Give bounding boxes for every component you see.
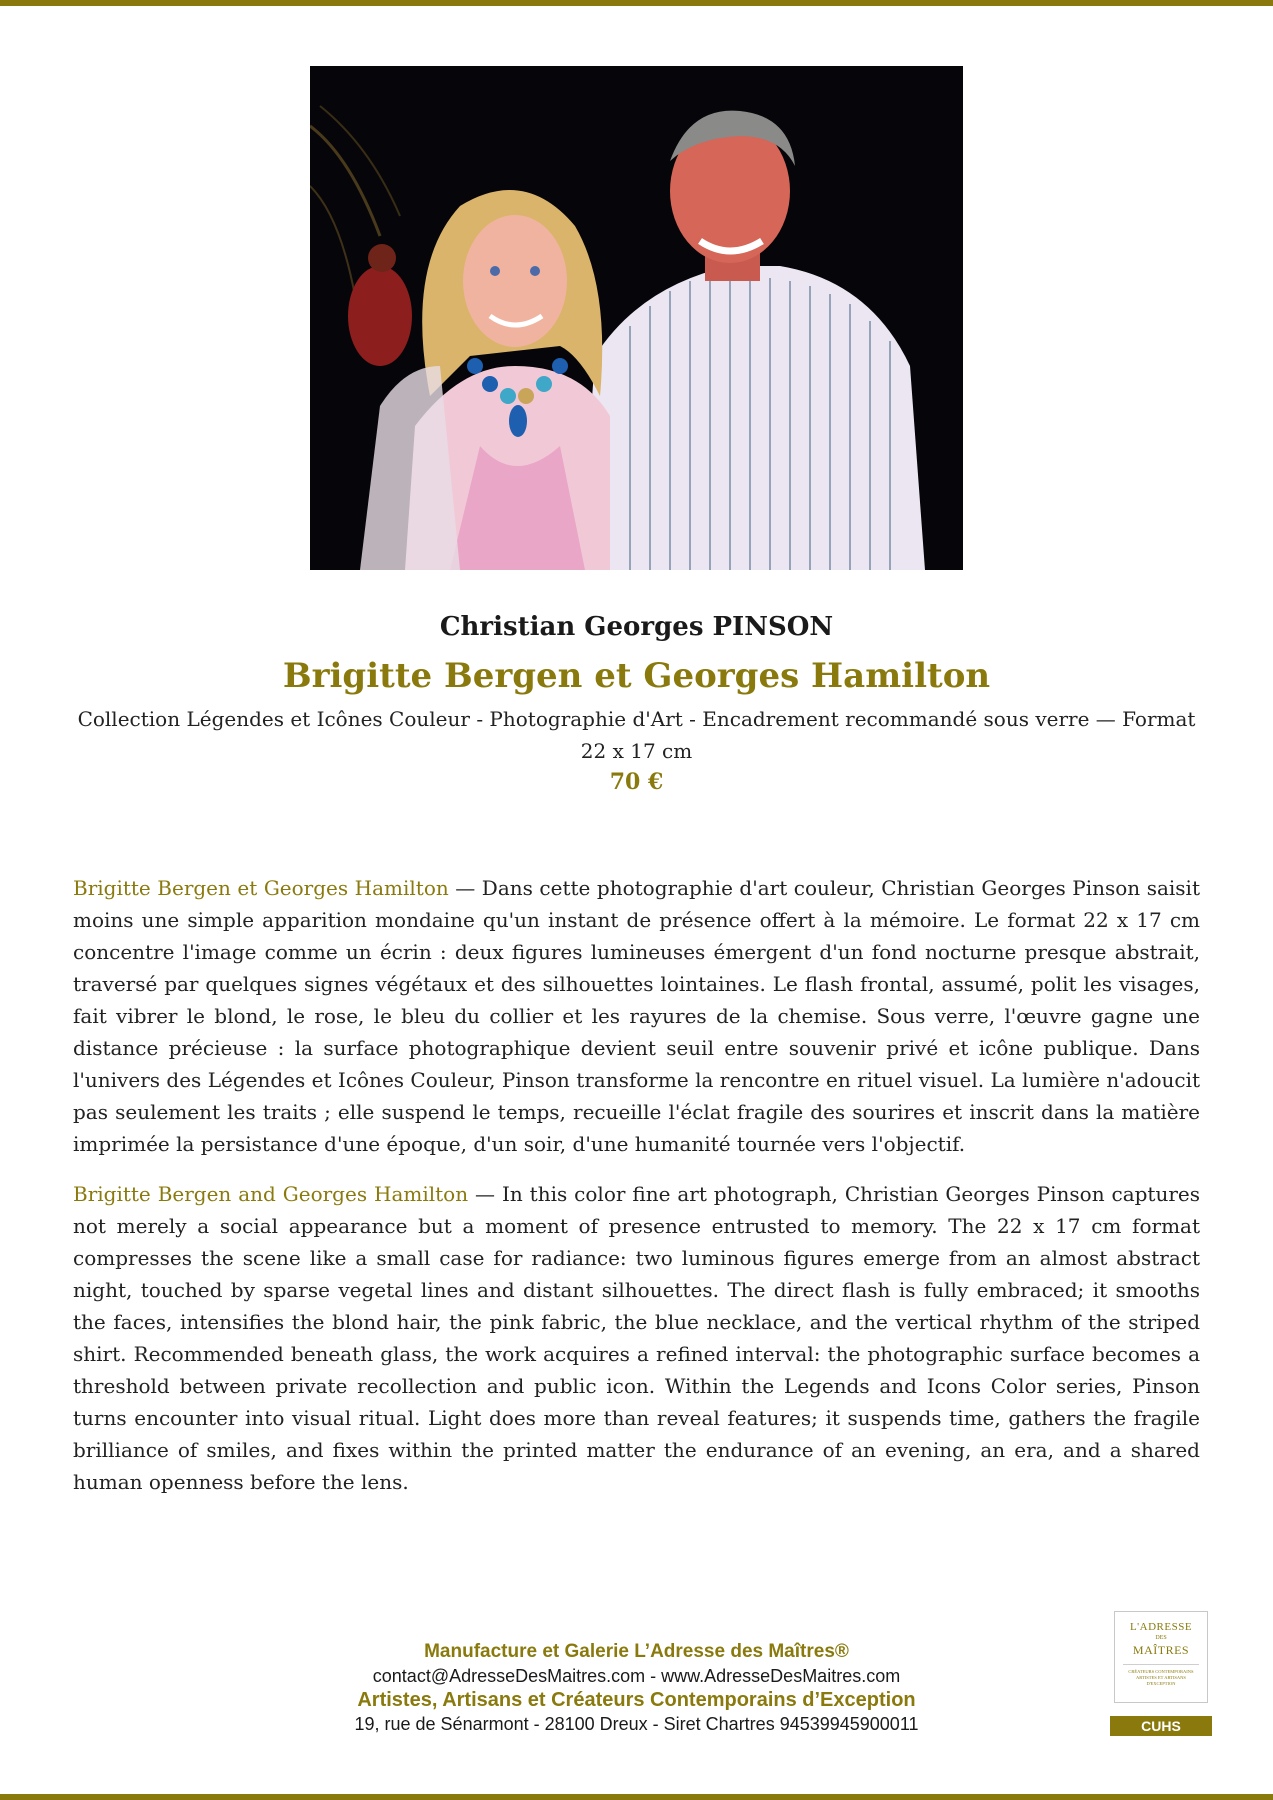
description-english-text: — In this color fine art photograph, Christian Georges Pinson captures not merely a social appearance but a moment of presence entrusted to memory. The 22 x 17 cm format compresses the scene like a small case for radiance: two luminous figures emerge from an almost abstract night, touched by sparse vegetal lines and distant silhouettes. The direct flash is fully embraced; it smooths the faces, intensifies the blond hair, the pink fabric, the blue necklace, and the vertical rhythm of the striped shirt. Recommended beneath glass, the work acquires a refined interval: the photographic surface becomes a threshold between private recollection and public icon. Within the Legends and Icons Color series, Pinson turns encounter into visual ritual. Light does more than reveal features; it suspends time, gathers the fragile brilliance of smiles, and fixes within the printed matter the endurance of an evening, an era, and a shared human openness before the lens. xyxy=(73,1182,1201,1494)
logo-line1: L'ADRESSE xyxy=(1129,1621,1193,1633)
artist-name: Christian Georges PINSON xyxy=(439,612,834,642)
logo-line2: DES xyxy=(1155,1635,1167,1641)
logo-divider xyxy=(1123,1664,1199,1665)
artwork-subtitle: Collection Légendes et Icônes Couleur - Photographie d'Art - Encadrement recommandé sous verre — Format 22 x 17 cm xyxy=(77,707,1196,763)
footer-address: 19, rue de Sénarmont - 28100 Dreux - Siret Chartres 94539945900011 xyxy=(354,1714,919,1734)
logo-tagline3: D'EXCEPTION xyxy=(1146,1681,1176,1686)
artwork-title: Brigitte Bergen et Georges Hamilton xyxy=(282,656,991,696)
logo-line3: MAÎTRES xyxy=(1132,1643,1190,1657)
description-french-text: — Dans cette photographie d'art couleur, Christian Georges Pinson saisit moins une simple apparition mondaine qu'un instant de présence offert à la mémoire. Le format 22 x 17 cm concentre l'image comme un écrin : deux figures lumineuses émergent d'un fond nocturne presque abstrait, traversé par quelques signes végétaux et des silhouettes lointaines. Le flash frontal, assumé, polit les visages, fait vibrer le blond, le rose, le bleu du collier et les rayures de la chemise. Sous verre, l'œuvre gagne une distance précieuse : la surface photographique devient seuil entre souvenir privé et icône publique. Dans l'univers des Légendes et Icônes Couleur, Pinson transforme la rencontre en rituel visuel. La lumière n'adoucit pas seulement les traits ; elle suspend le temps, recueille l'éclat fragile des sourires et inscrit dans la matière imprimée la persistance d'une époque, d'un soir, d'une humanité tournée vers l'objectif. xyxy=(73,876,1200,1156)
artwork-photo xyxy=(310,66,963,570)
cuhs-badge: CUHS xyxy=(1110,1716,1212,1736)
top-accent-bar xyxy=(0,0,1273,6)
description-english xyxy=(73,1178,1200,1498)
description-french-lead: Brigitte Bergen et Georges Hamilton xyxy=(73,876,449,900)
description-french xyxy=(73,872,1200,1160)
gallery-logo xyxy=(1114,1611,1208,1703)
photo-illustration xyxy=(310,66,963,570)
footer xyxy=(0,1640,1273,1736)
logo-tagline2: ARTISTES ET ARTISANS xyxy=(1136,1675,1186,1680)
logo-tagline1: CRÉATEURS CONTEMPORAINS xyxy=(1128,1669,1194,1674)
footer-gallery-name: Manufacture et Galerie L’Adresse des Maîtres® xyxy=(424,1641,849,1662)
description-english-lead: Brigitte Bergen and Georges Hamilton xyxy=(73,1182,469,1206)
bottom-accent-bar xyxy=(0,1794,1273,1800)
footer-tagline: Artistes, Artisans et Créateurs Contemporains d’Exception xyxy=(357,1689,916,1711)
artwork-price: 70 € xyxy=(609,769,664,795)
footer-contact: contact@AdresseDesMaitres.com - www.AdresseDesMaitres.com xyxy=(372,1666,901,1686)
